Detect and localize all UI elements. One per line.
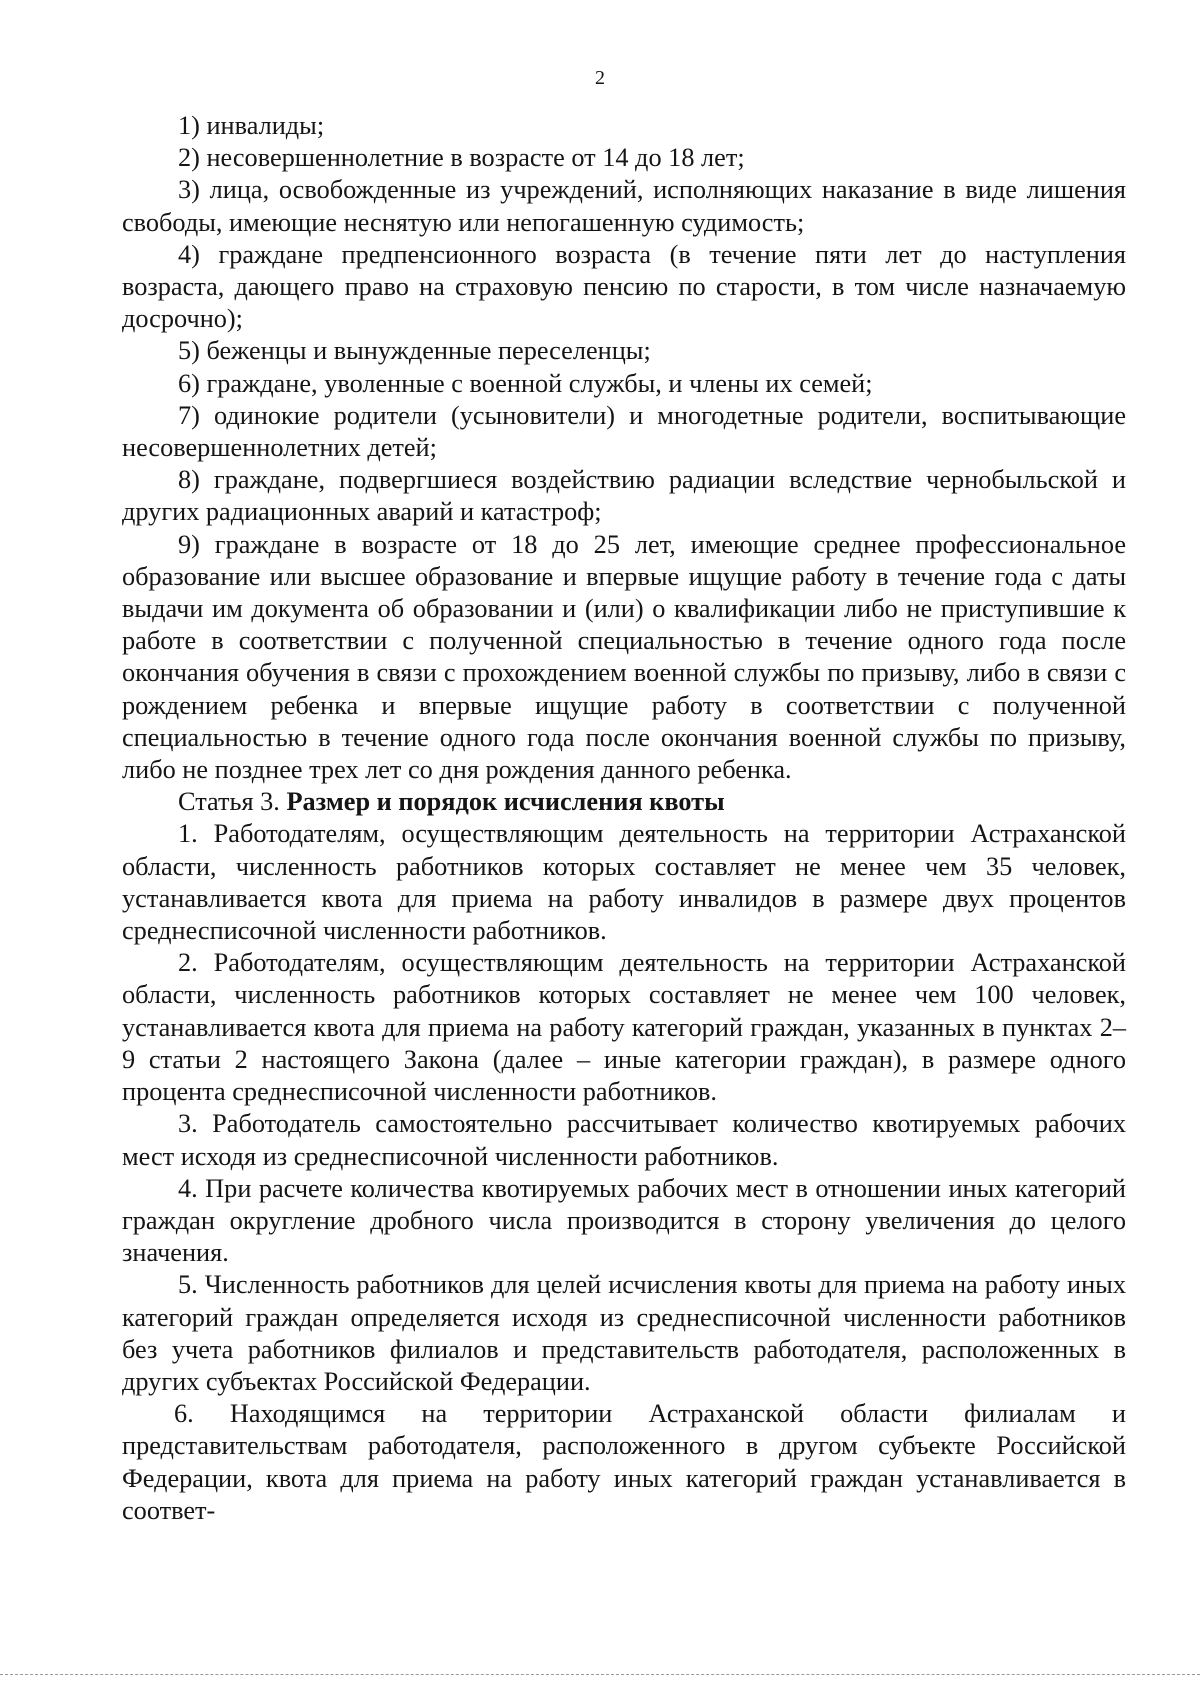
- paragraph: 2. Работодателям, осуществляющим деятельность на территории Астраханской области, численность работников которых составляет не менее чем 100 человек, устанавливается квота для приема на работу категорий граждан, указанных в пунктах 2–9 статьи 2 настоящего Закона (далее – иные категории граждан), в размере одного процента среднесписочной численности работников.: [122, 948, 1126, 1107]
- list-item: 8) граждане, подвергшиеся воздействию радиации вследствие чернобыльской и других радиационных аварий и катастроф;: [122, 465, 1126, 527]
- paragraph: 6. Находящимся на территории Астраханской области филиалам и представительствам работодателя, расположенного в другом субъекте Российской Федерации, квота для приема на работу иных категорий граждан устанавливается в соответ-: [122, 1399, 1126, 1525]
- document-body: [122, 110, 1126, 1527]
- list-item: 5) беженцы и вынужденные переселенцы;: [178, 336, 651, 366]
- list-item: 2) несовершеннолетние в возрасте от 14 до 18 лет;: [178, 143, 745, 173]
- article-heading: [122, 786, 1126, 818]
- list-item: 7) одинокие родители (усыновители) и многодетные родители, воспитывающие несовершеннолетних детей;: [122, 400, 1126, 463]
- paragraph: 4. При расчете количества квотируемых рабочих мест в отношении иных категорий граждан округление дробного числа производится в сторону увеличения до целого значения.: [122, 1173, 1126, 1268]
- paragraph: 1. Работодателям, осуществляющим деятельность на территории Астраханской области, численность работников которых составляет не менее чем 35 человек, устанавливается квота для приема на работу инвалидов в размере двух процентов среднесписочной численности работников.: [122, 819, 1126, 946]
- article-number: Статья 3.: [178, 787, 287, 817]
- page-number: 2: [595, 67, 605, 89]
- list-item: 9) граждане в возрасте от 18 до 25 лет, имеющие среднее профессиональное образование или высшее образование и впервые ищущие работу в течение года с даты выдачи им документа об образовании и (или) о квалификации либо не приступившие к работе в соответствии с полученной специальностью в течение одного года после окончания обучения в связи с прохождением военной службы по призыву, либо в связи с рождением ребенка и впервые ищущие работу в соответствии с полученной специальностью в течение одного года после окончания военной службы по призыву, либо не позднее трех лет со дня рождения данного ребенка.: [122, 529, 1126, 785]
- list-item: 6) граждане, уволенные с военной службы, и члены их семей;: [178, 368, 873, 398]
- list-item: 4) граждане предпенсионного возраста (в течение пяти лет до наступления возраста, дающего право на страховую пенсию по старости, в том числе назначаемую досрочно);: [122, 239, 1126, 334]
- paragraph: 3. Работодатель самостоятельно рассчитывает количество квотируемых рабочих мест исходя из среднесписочной численности работников.: [122, 1109, 1126, 1171]
- list-item: 1) инвалиды;: [178, 111, 325, 140]
- paragraph: 5. Численность работников для целей исчисления квоты для приема на работу иных категорий граждан определяется исходя из среднесписочной численности работников без учета работников филиалов и представительств работодателя, расположенных в других субъектах Российской Федерации.: [122, 1270, 1126, 1396]
- article-title: Размер и порядок исчисления квоты: [286, 787, 725, 817]
- page-bottom-edge-divider: [0, 1674, 1200, 1675]
- list-item: 3) лица, освобожденные из учреждений, исполняющих наказание в виде лишения свободы, имеющие неснятую или непогашенную судимость;: [122, 175, 1126, 237]
